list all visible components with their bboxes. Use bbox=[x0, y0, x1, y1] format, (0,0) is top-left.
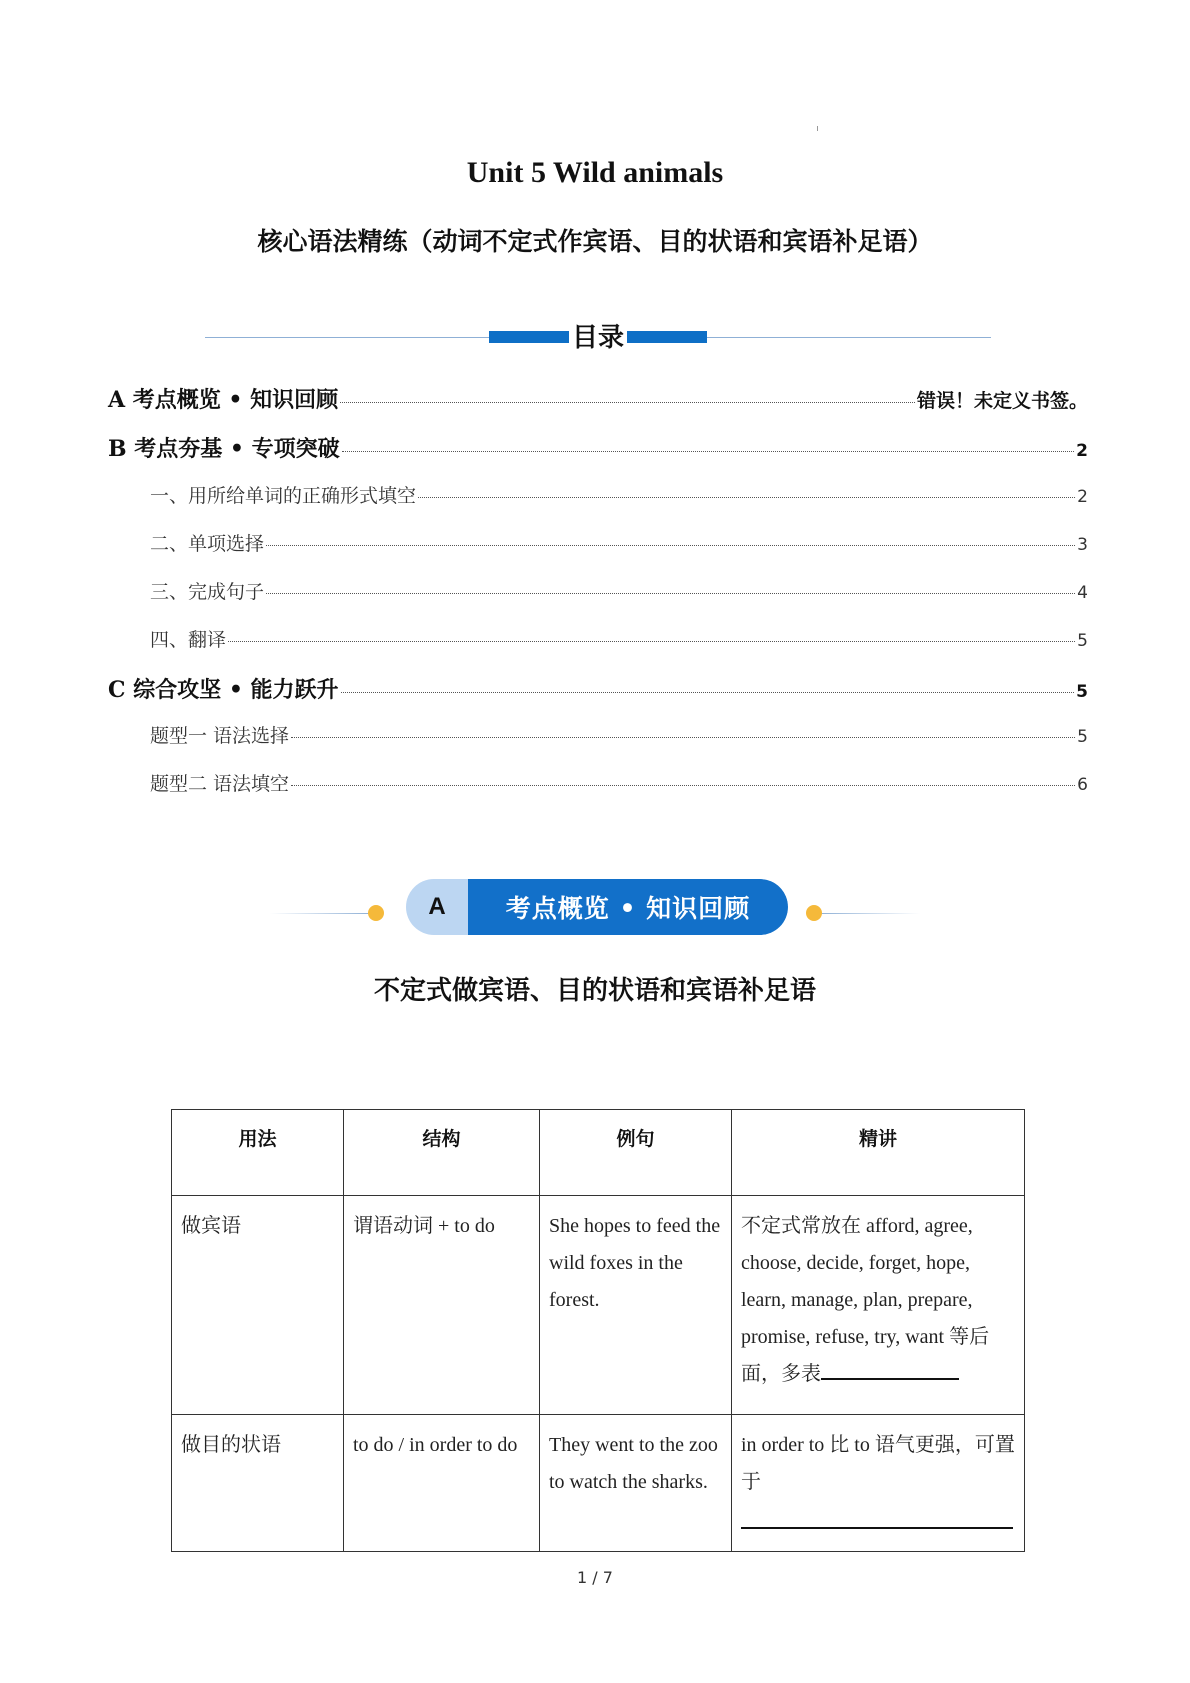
section-banner bbox=[406, 879, 788, 935]
toc-bar-right bbox=[627, 331, 707, 343]
toc-entry-label: 三、完成句子 bbox=[150, 581, 265, 603]
grammar-table bbox=[171, 1109, 1025, 1552]
banner-text: 考点概览 • 知识回顾 bbox=[468, 879, 788, 935]
toc-entry-page: 4 bbox=[1077, 583, 1088, 603]
note-text: 不定式常放在 afford, agree, choose, decide, forget, hope, learn, manage, plan, prepare, promise, refuse, try, want 等后面，多表 bbox=[741, 1215, 990, 1385]
column-header-structure: 结构 bbox=[344, 1110, 540, 1196]
toc-leader bbox=[266, 545, 1075, 546]
table-header-row bbox=[172, 1110, 1025, 1196]
cell-structure: to do / in order to do bbox=[344, 1415, 540, 1552]
banner-letter: A bbox=[428, 893, 446, 920]
toc-entry-label: 一、用所给单词的正确形式填空 bbox=[150, 485, 417, 507]
table-row bbox=[172, 1415, 1025, 1552]
toc-entry-c1[interactable] bbox=[150, 721, 1088, 748]
banner-line-left bbox=[270, 913, 370, 914]
page-number: 1 / 7 bbox=[577, 1568, 613, 1587]
toc-entry-label: 题型二 语法填空 bbox=[150, 773, 290, 795]
document-title: Unit 5 Wild animals bbox=[466, 156, 724, 189]
toc-entry-b3[interactable] bbox=[150, 577, 1088, 604]
cell-usage: 做宾语 bbox=[172, 1196, 344, 1415]
cell-example: They went to the zoo to watch the sharks. bbox=[540, 1415, 732, 1552]
header-mark bbox=[817, 126, 818, 131]
toc-entry-page: 5 bbox=[1076, 682, 1088, 702]
toc-entry-page: 3 bbox=[1077, 535, 1088, 555]
toc-entry-b[interactable] bbox=[108, 432, 1088, 463]
toc-entry-page: 错误！未定义书签。 bbox=[916, 390, 1088, 412]
column-header-note: 精讲 bbox=[732, 1110, 1025, 1196]
toc-entry-b4[interactable] bbox=[150, 625, 1088, 652]
document-subtitle: 核心语法精练（动词不定式作宾语、目的状语和宾语补足语） bbox=[257, 227, 933, 256]
cell-structure: 谓语动词 + to do bbox=[344, 1196, 540, 1415]
toc-entry-page: 2 bbox=[1077, 487, 1088, 507]
toc-leader bbox=[341, 692, 1075, 693]
toc-entry-page: 6 bbox=[1077, 775, 1088, 795]
toc-entry-page: 2 bbox=[1076, 441, 1088, 461]
toc-entry-b2[interactable] bbox=[150, 529, 1088, 556]
toc-bar-left bbox=[489, 331, 569, 343]
column-header-usage: 用法 bbox=[172, 1110, 344, 1196]
toc-entry-c2[interactable] bbox=[150, 769, 1088, 796]
answer-blank[interactable] bbox=[821, 1358, 959, 1380]
cell-example: She hopes to feed the wild foxes in the forest. bbox=[540, 1196, 732, 1415]
toc-entry-label: B 考点夯基 • 专项突破 bbox=[108, 436, 340, 462]
cell-note bbox=[732, 1415, 1025, 1552]
toc-entry-label: A 考点概览 • 知识回顾 bbox=[108, 387, 339, 413]
toc-leader bbox=[418, 497, 1075, 498]
banner-dot-left bbox=[368, 905, 384, 921]
answer-blank[interactable] bbox=[741, 1501, 1013, 1529]
toc-leader bbox=[342, 451, 1075, 452]
toc-entry-label: 二、单项选择 bbox=[150, 533, 265, 555]
toc-entry-label: 题型一 语法选择 bbox=[150, 725, 290, 747]
toc-entry-b1[interactable] bbox=[150, 481, 1088, 508]
section-heading: 不定式做宾语、目的状语和宾语补足语 bbox=[373, 976, 816, 1006]
column-header-example: 例句 bbox=[540, 1110, 732, 1196]
toc-entry-page: 5 bbox=[1077, 727, 1088, 747]
toc-heading: 目录 bbox=[569, 317, 627, 354]
toc-leader bbox=[291, 785, 1075, 786]
cell-note bbox=[732, 1196, 1025, 1415]
toc-entry-page: 5 bbox=[1077, 631, 1088, 651]
table-row bbox=[172, 1196, 1025, 1415]
toc-entry-label: 四、翻译 bbox=[150, 629, 227, 651]
cell-usage: 做目的状语 bbox=[172, 1415, 344, 1552]
toc-leader bbox=[340, 402, 915, 403]
toc-entry-label: C 综合攻坚 • 能力跃升 bbox=[108, 677, 339, 703]
toc-leader bbox=[291, 737, 1075, 738]
toc-leader bbox=[266, 593, 1075, 594]
banner-line-right bbox=[820, 913, 920, 914]
toc-entry-c[interactable] bbox=[108, 673, 1088, 704]
toc-entry-a[interactable] bbox=[108, 383, 1088, 414]
banner-dot-right bbox=[806, 905, 822, 921]
note-text: in order to 比 to 语气更强，可置于 bbox=[741, 1434, 1015, 1493]
toc-leader bbox=[228, 641, 1075, 642]
